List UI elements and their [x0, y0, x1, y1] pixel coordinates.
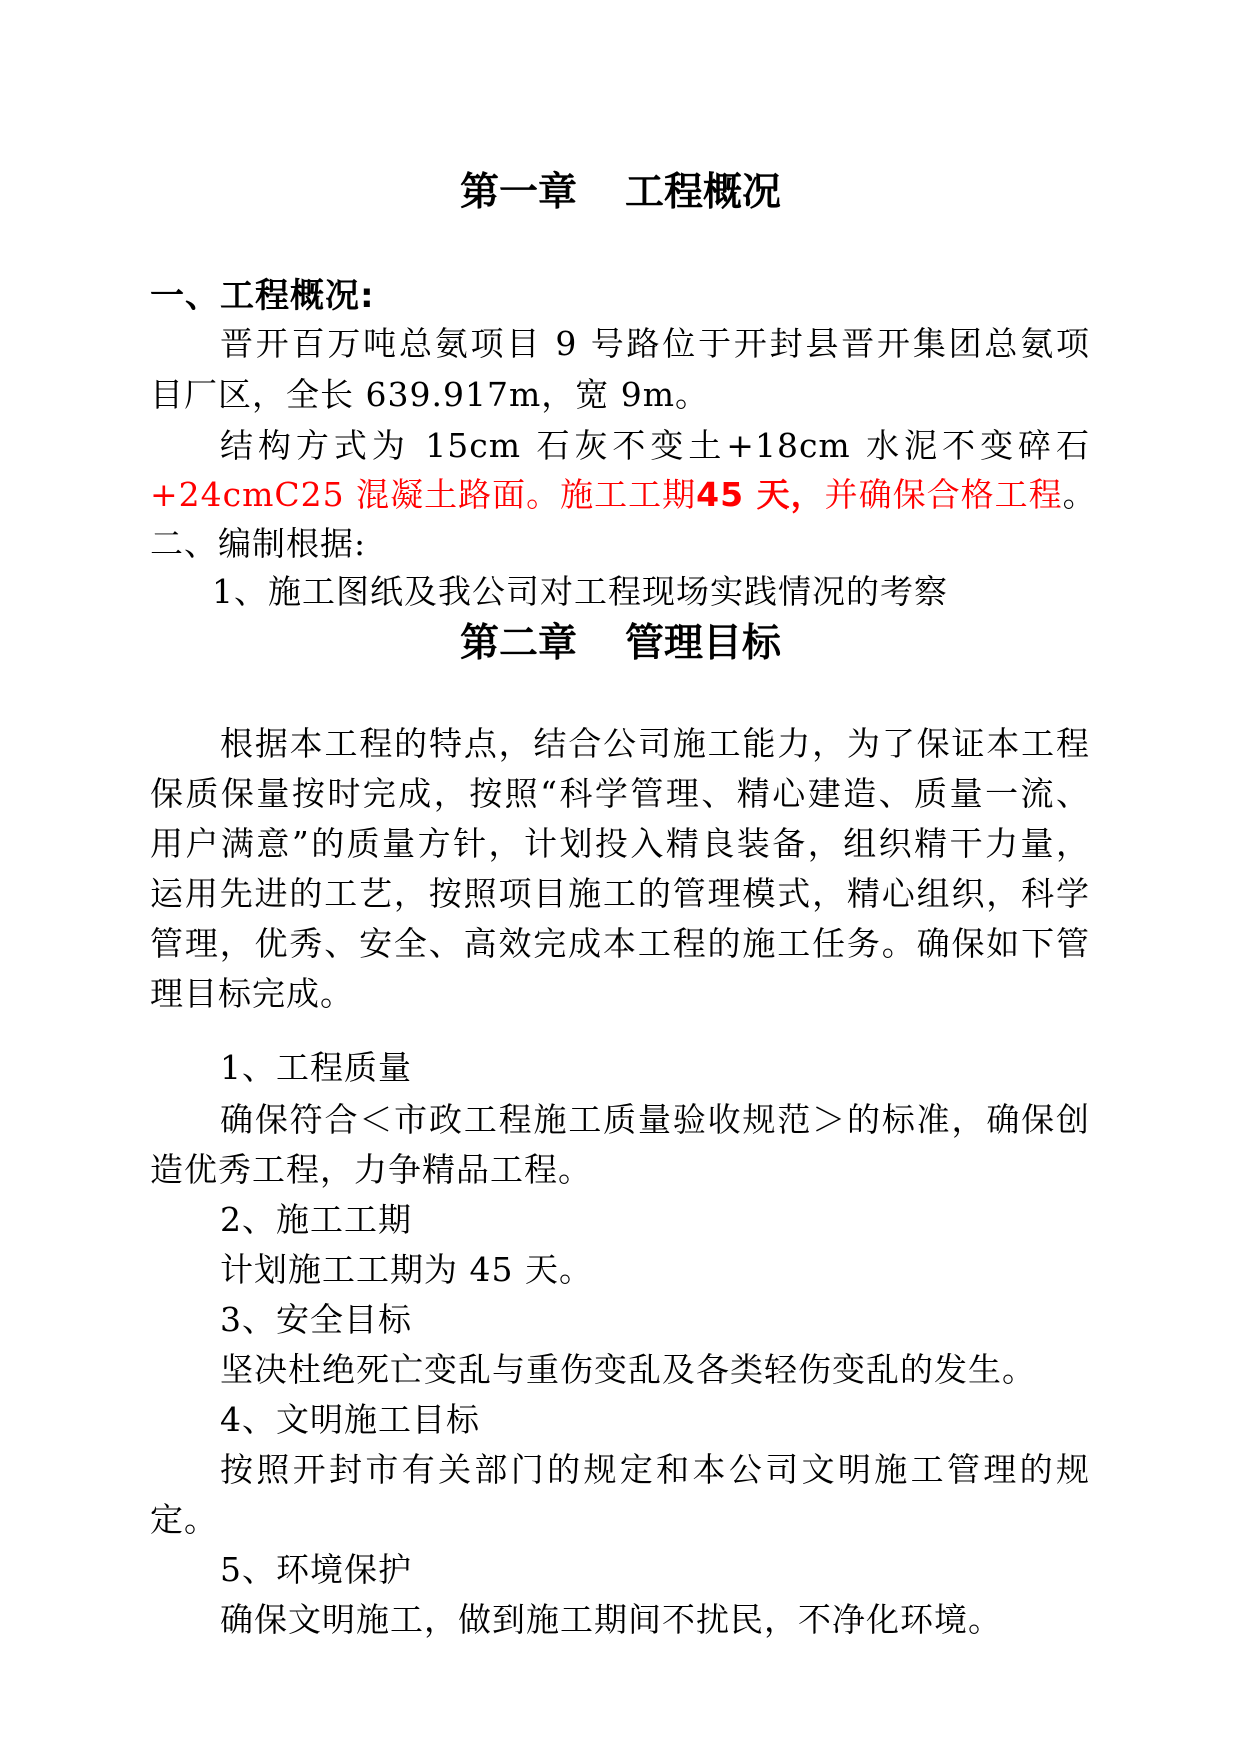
goal-4-line-2: 定。 [150, 1500, 218, 1539]
intro-line-1: 根据本工程的特点，结合公司施工能力，为了保证本工程 [220, 724, 1090, 763]
goal-1-title: 1、工程质量 [220, 1048, 412, 1087]
structure-red-text: +24cmC25 混凝土路面。施工工期 [150, 475, 697, 514]
goal-1-line-1: 确保符合＜市政工程施工质量验收规范＞的标准，确保创 [220, 1100, 1090, 1139]
goal-3-title: 3、安全目标 [220, 1300, 412, 1339]
basis-item-1: 1、施工图纸及我公司对工程现场实践情况的考察 [212, 572, 948, 611]
qualified-red-text: 并确保合格工程 [824, 475, 1063, 514]
structure-line-1: 结构方式为 15cm 石灰不变土+18cm 水泥不变碎石 [220, 426, 1090, 465]
chapter-1-title [0, 168, 1241, 218]
section-2-heading: 二、编制根据: [150, 524, 367, 563]
goal-4-line-1: 按照开封市有关部门的规定和本公司文明施工管理的规 [220, 1450, 1090, 1489]
goal-2-title: 2、施工工期 [220, 1200, 412, 1239]
chapter-1-name: 工程概况 [625, 170, 782, 215]
chapter-2-number: 第二章 [459, 621, 577, 666]
section-1-heading: 一、工程概况: [150, 276, 375, 316]
structure-period: 。 [1062, 475, 1097, 514]
structure-line-2 [150, 473, 1097, 517]
intro-line-6: 理目标完成。 [150, 974, 354, 1013]
intro-line-4: 运用先进的工艺，按照项目施工的管理模式，精心组织，科学 [150, 874, 1090, 913]
project-overview-line-1: 晋开百万吨总氨项目 9 号路位于开封县晋开集团总氨项 [220, 324, 1090, 363]
goal-4-title: 4、文明施工目标 [220, 1400, 480, 1439]
intro-line-3: 用户满意”的质量方针，计划投入精良装备，组织精干力量， [150, 824, 1090, 863]
goal-3-text: 坚决杜绝死亡变乱与重伤变乱及各类轻伤变乱的发生。 [220, 1350, 1036, 1389]
chapter-2-name: 管理目标 [625, 621, 782, 666]
project-overview-line-2: 目厂区，全长 639.917m，宽 9m。 [150, 375, 710, 414]
goal-2-text: 计划施工工期为 45 天。 [220, 1250, 593, 1289]
goal-5-text: 确保文明施工，做到施工期间不扰民，不净化环境。 [220, 1600, 1002, 1639]
intro-line-2: 保质保量按时完成，按照“科学管理、精心建造、质量一流、 [150, 774, 1090, 813]
duration-bold-text: 45 天， [696, 475, 825, 514]
chapter-2-title [0, 619, 1241, 669]
goal-1-line-2: 造优秀工程，力争精品工程。 [150, 1150, 592, 1189]
chapter-1-number: 第一章 [459, 170, 577, 215]
intro-line-5: 管理，优秀、安全、高效完成本工程的施工任务。确保如下管 [150, 924, 1090, 963]
goal-5-title: 5、环境保护 [220, 1550, 412, 1589]
